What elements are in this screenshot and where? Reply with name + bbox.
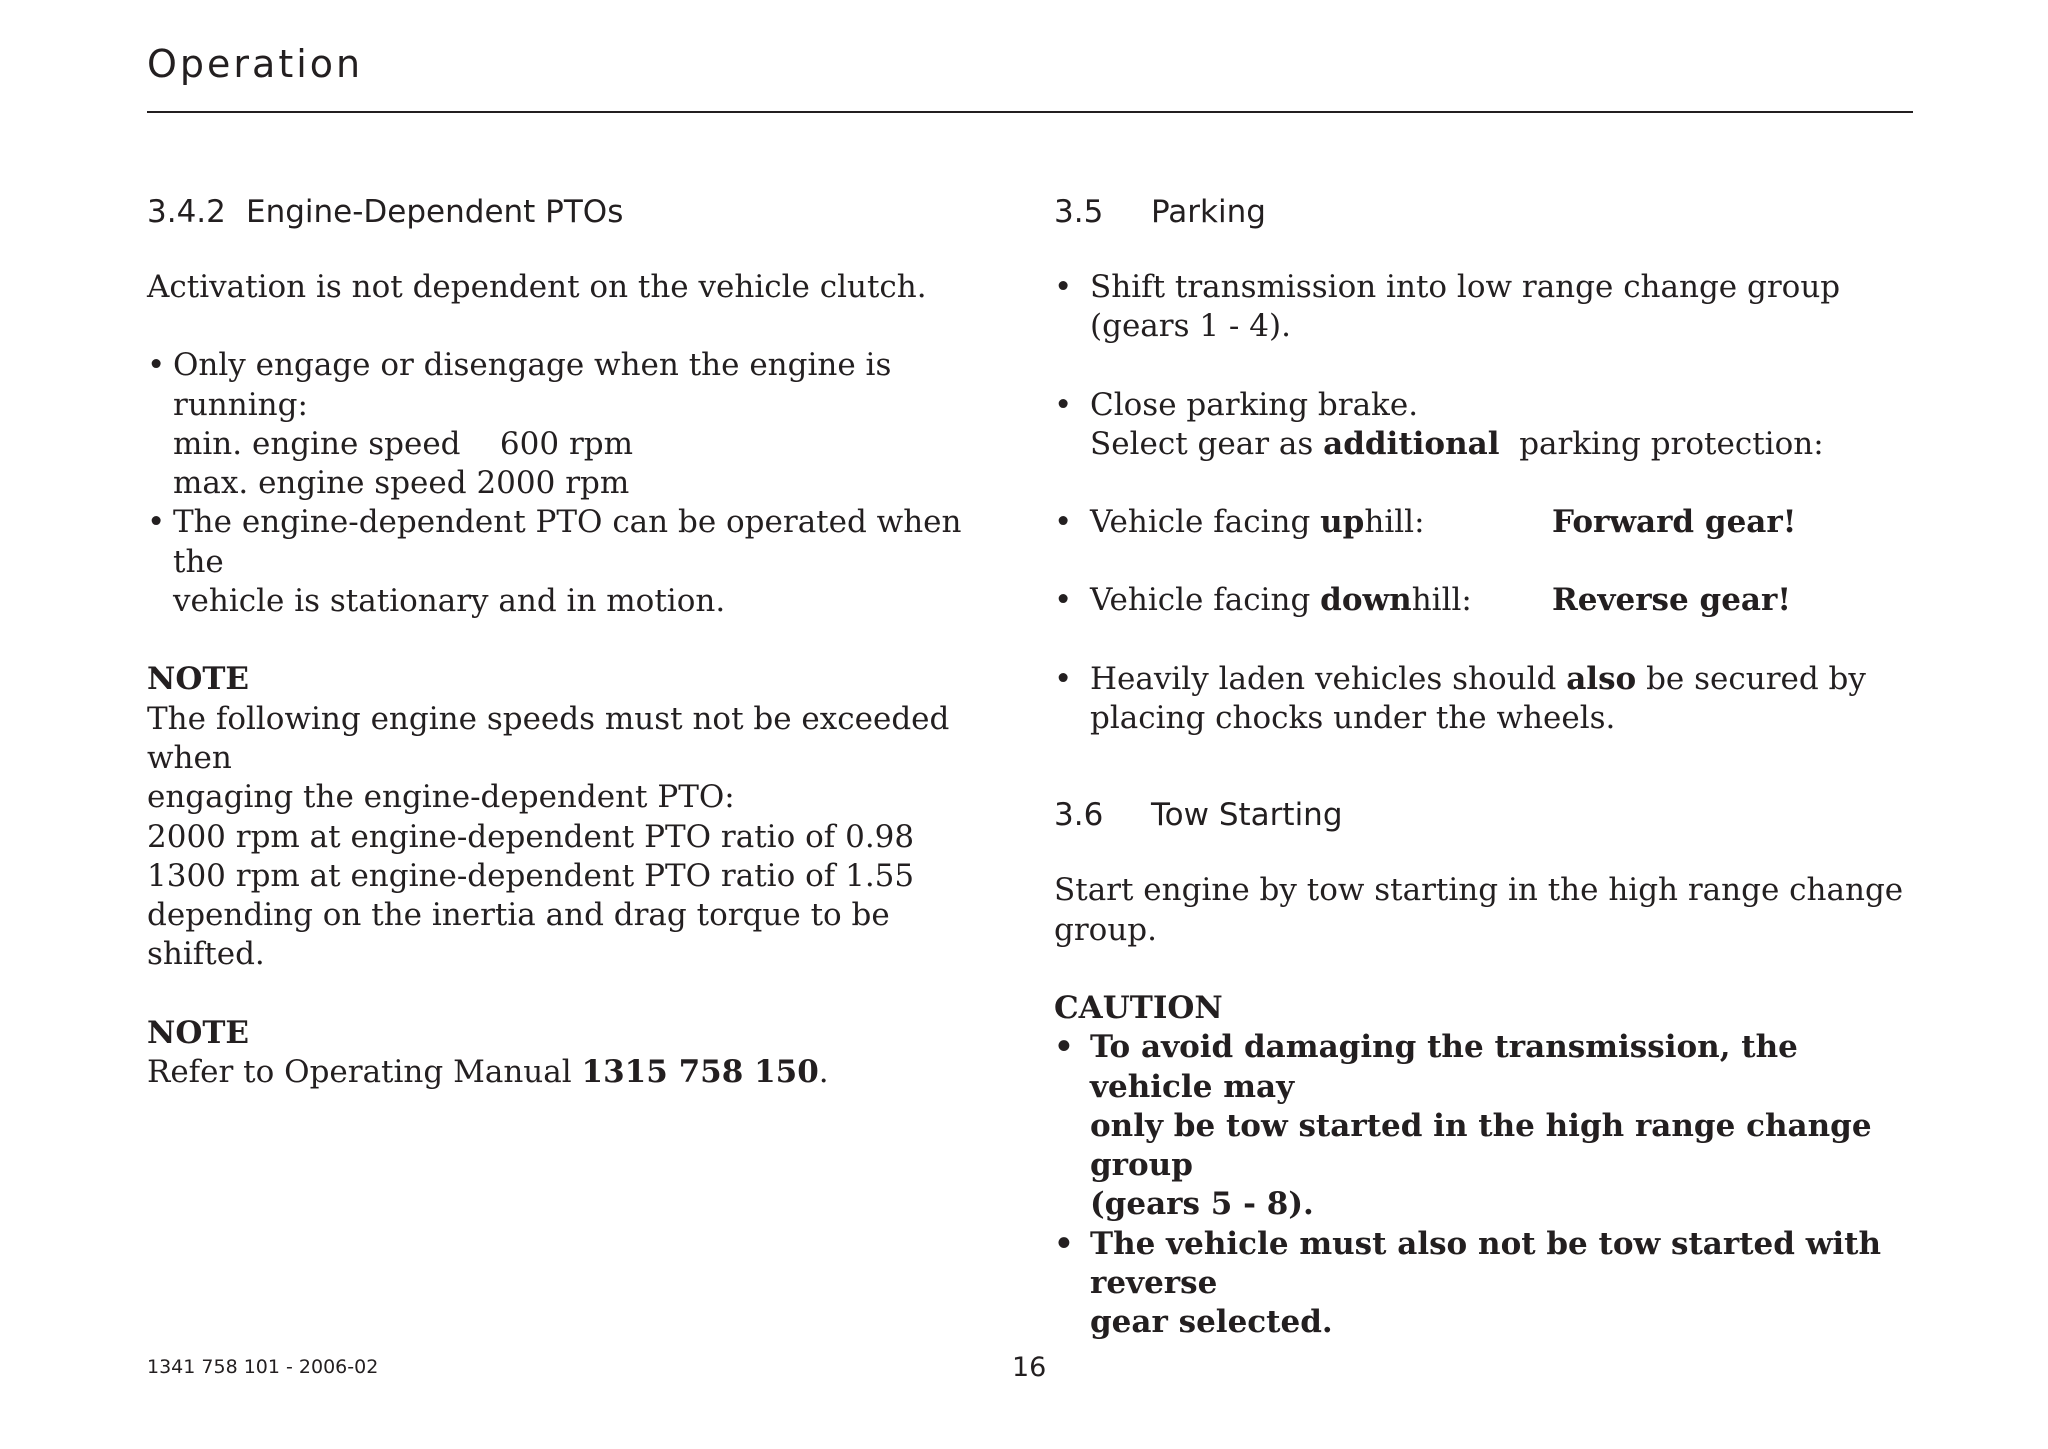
bullet-line: only be tow started in the high range change group — [1090, 1107, 1872, 1184]
right-column — [1054, 190, 1914, 1343]
emphasis: down — [1320, 582, 1412, 619]
emphasis: also — [1566, 660, 1637, 697]
section-title: Parking — [1151, 194, 1266, 230]
section-heading-engine-dependent-ptos — [147, 190, 1007, 234]
bullet-dot: • — [1054, 504, 1073, 541]
section-heading-tow-starting — [1054, 793, 1914, 837]
text: Vehicle facing — [1090, 582, 1321, 619]
bullet-line: (gears 1 - 4). — [1090, 308, 1291, 345]
bullet-line: Only engage or disengage when the engine is running: — [173, 347, 892, 423]
header-divider — [147, 111, 1913, 113]
manual-number: 1315 758 150 — [581, 1054, 819, 1091]
bullet-uphill — [1054, 503, 1914, 542]
bullet-dot: • — [1054, 1029, 1074, 1066]
section-number: 3.5 — [1054, 194, 1104, 230]
caution-bullet-reverse-gear — [1054, 1225, 1914, 1343]
tow-intro-line: Start engine by tow starting in the high range change — [1054, 872, 1904, 909]
note-text: . — [818, 1054, 829, 1091]
tow-intro-line: group. — [1054, 911, 1157, 948]
page-header-title: Operation — [147, 42, 364, 86]
condition — [1090, 503, 1552, 542]
note-label: NOTE — [147, 661, 250, 698]
page-number: 16 — [1012, 1352, 1047, 1383]
emphasis: additional — [1323, 425, 1500, 462]
bullet-dot: • — [1054, 582, 1073, 619]
gear-result: Reverse gear! — [1552, 582, 1791, 619]
note-line: 2000 rpm at engine-dependent PTO ratio of 0.98 — [147, 818, 915, 855]
left-column — [147, 190, 1007, 1092]
bullet-dot: • — [147, 504, 166, 541]
bullet-line — [1090, 660, 1914, 699]
bullet-low-range — [1054, 268, 1914, 347]
bullet-line: Close parking brake. — [1090, 386, 1419, 423]
bullet-dot: • — [1054, 660, 1073, 697]
text: parking protection: — [1499, 425, 1824, 462]
text: hill: — [1364, 504, 1425, 541]
bullet-line: The engine-dependent PTO can be operated when the — [173, 504, 962, 580]
bullet-line: Shift transmission into low range change group — [1090, 269, 1841, 305]
text: Vehicle facing — [1090, 504, 1321, 541]
condition — [1090, 581, 1552, 620]
text: Heavily laden vehicles should — [1090, 660, 1567, 697]
note-label: NOTE — [147, 1014, 250, 1051]
bullet-dot: • — [1054, 1225, 1074, 1262]
caution-bullet-high-range — [1054, 1028, 1914, 1224]
bullet-heavily-laden — [1054, 660, 1914, 739]
section-title: Engine-Dependent PTOs — [246, 194, 624, 230]
text: be secured by — [1636, 660, 1866, 697]
caution-label: CAUTION — [1054, 989, 1223, 1026]
bullet-pto-operation — [147, 503, 1007, 621]
section-title: Tow Starting — [1151, 797, 1343, 834]
bullet-line — [1090, 503, 1914, 542]
section-heading-parking — [1054, 190, 1914, 234]
bullet-line — [1090, 581, 1914, 620]
bullet-line: (gears 5 - 8). — [1090, 1186, 1314, 1223]
bullet-line: gear selected. — [1090, 1304, 1333, 1341]
text: Select gear as — [1090, 425, 1324, 462]
bullet-downhill — [1054, 581, 1914, 620]
bullet-parking-brake — [1054, 386, 1914, 465]
note-manual-reference — [147, 1053, 1007, 1092]
bullet-line: min. engine speed 600 rpm — [173, 425, 634, 462]
text: hill: — [1411, 582, 1472, 619]
bullet-engage-conditions — [147, 346, 1007, 503]
note-line: depending on the inertia and drag torque to be shifted. — [147, 897, 890, 973]
bullet-line: placing chocks under the wheels. — [1090, 700, 1616, 737]
activation-text: Activation is not dependent on the vehicle clutch. — [147, 269, 927, 305]
gear-result: Forward gear! — [1552, 504, 1797, 541]
bullet-line: max. engine speed 2000 rpm — [173, 465, 630, 502]
bullet-line: To avoid damaging the transmission, the vehicle may — [1090, 1029, 1798, 1105]
note-line: engaging the engine-dependent PTO: — [147, 779, 735, 816]
document-reference: 1341 758 101 - 2006-02 — [147, 1356, 379, 1378]
bullet-dot: • — [1054, 269, 1073, 305]
bullet-dot: • — [1054, 386, 1073, 423]
bullet-line: vehicle is stationary and in motion. — [173, 583, 726, 620]
note-line: 1300 rpm at engine-dependent PTO ratio of 1.55 — [147, 857, 915, 894]
note-text: Refer to Operating Manual — [147, 1054, 582, 1091]
note-line: The following engine speeds must not be exceeded when — [147, 700, 950, 776]
bullet-line — [1090, 425, 1914, 464]
bullet-dot: • — [147, 347, 166, 384]
section-number: 3.4.2 — [147, 194, 226, 230]
bullet-line: The vehicle must also not be tow started with reverse — [1090, 1225, 1882, 1302]
section-number: 3.6 — [1054, 797, 1104, 834]
emphasis: up — [1320, 504, 1365, 541]
